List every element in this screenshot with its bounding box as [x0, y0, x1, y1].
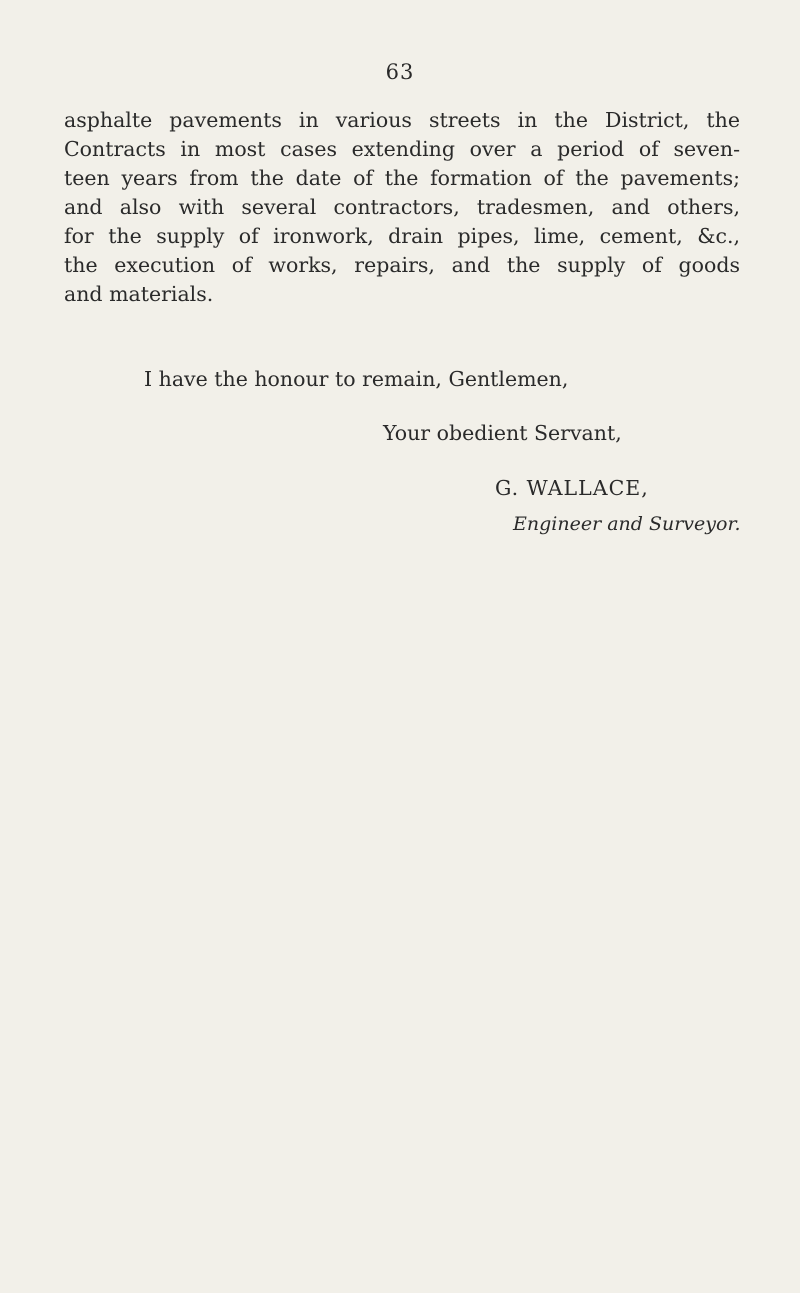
paragraph-line: teen years from the date of the formation of the pavements; [64, 166, 740, 190]
paragraph-line: Contracts in most cases extending over a period of seven- [64, 137, 740, 161]
signatory-name: G. WALLACE, [495, 476, 649, 500]
signatory-title: Engineer and Surveyor. [513, 513, 741, 535]
paragraph-line: and also with several contractors, tradesmen, and others, [64, 195, 740, 219]
closing-valediction: Your obedient Servant, [383, 421, 622, 445]
paragraph-line: the execution of works, repairs, and the supply of goods [64, 253, 740, 277]
page-number: 63 [385, 60, 415, 84]
paragraph-line: asphalte pavements in various streets in the District, the [64, 108, 740, 132]
paragraph-line: and materials. [64, 282, 214, 306]
closing-salutation: I have the honour to remain, Gentlemen, [144, 367, 569, 391]
body-paragraph [64, 106, 740, 309]
paragraph-line: for the supply of ironwork, drain pipes, lime, cement, &c., [64, 224, 740, 248]
